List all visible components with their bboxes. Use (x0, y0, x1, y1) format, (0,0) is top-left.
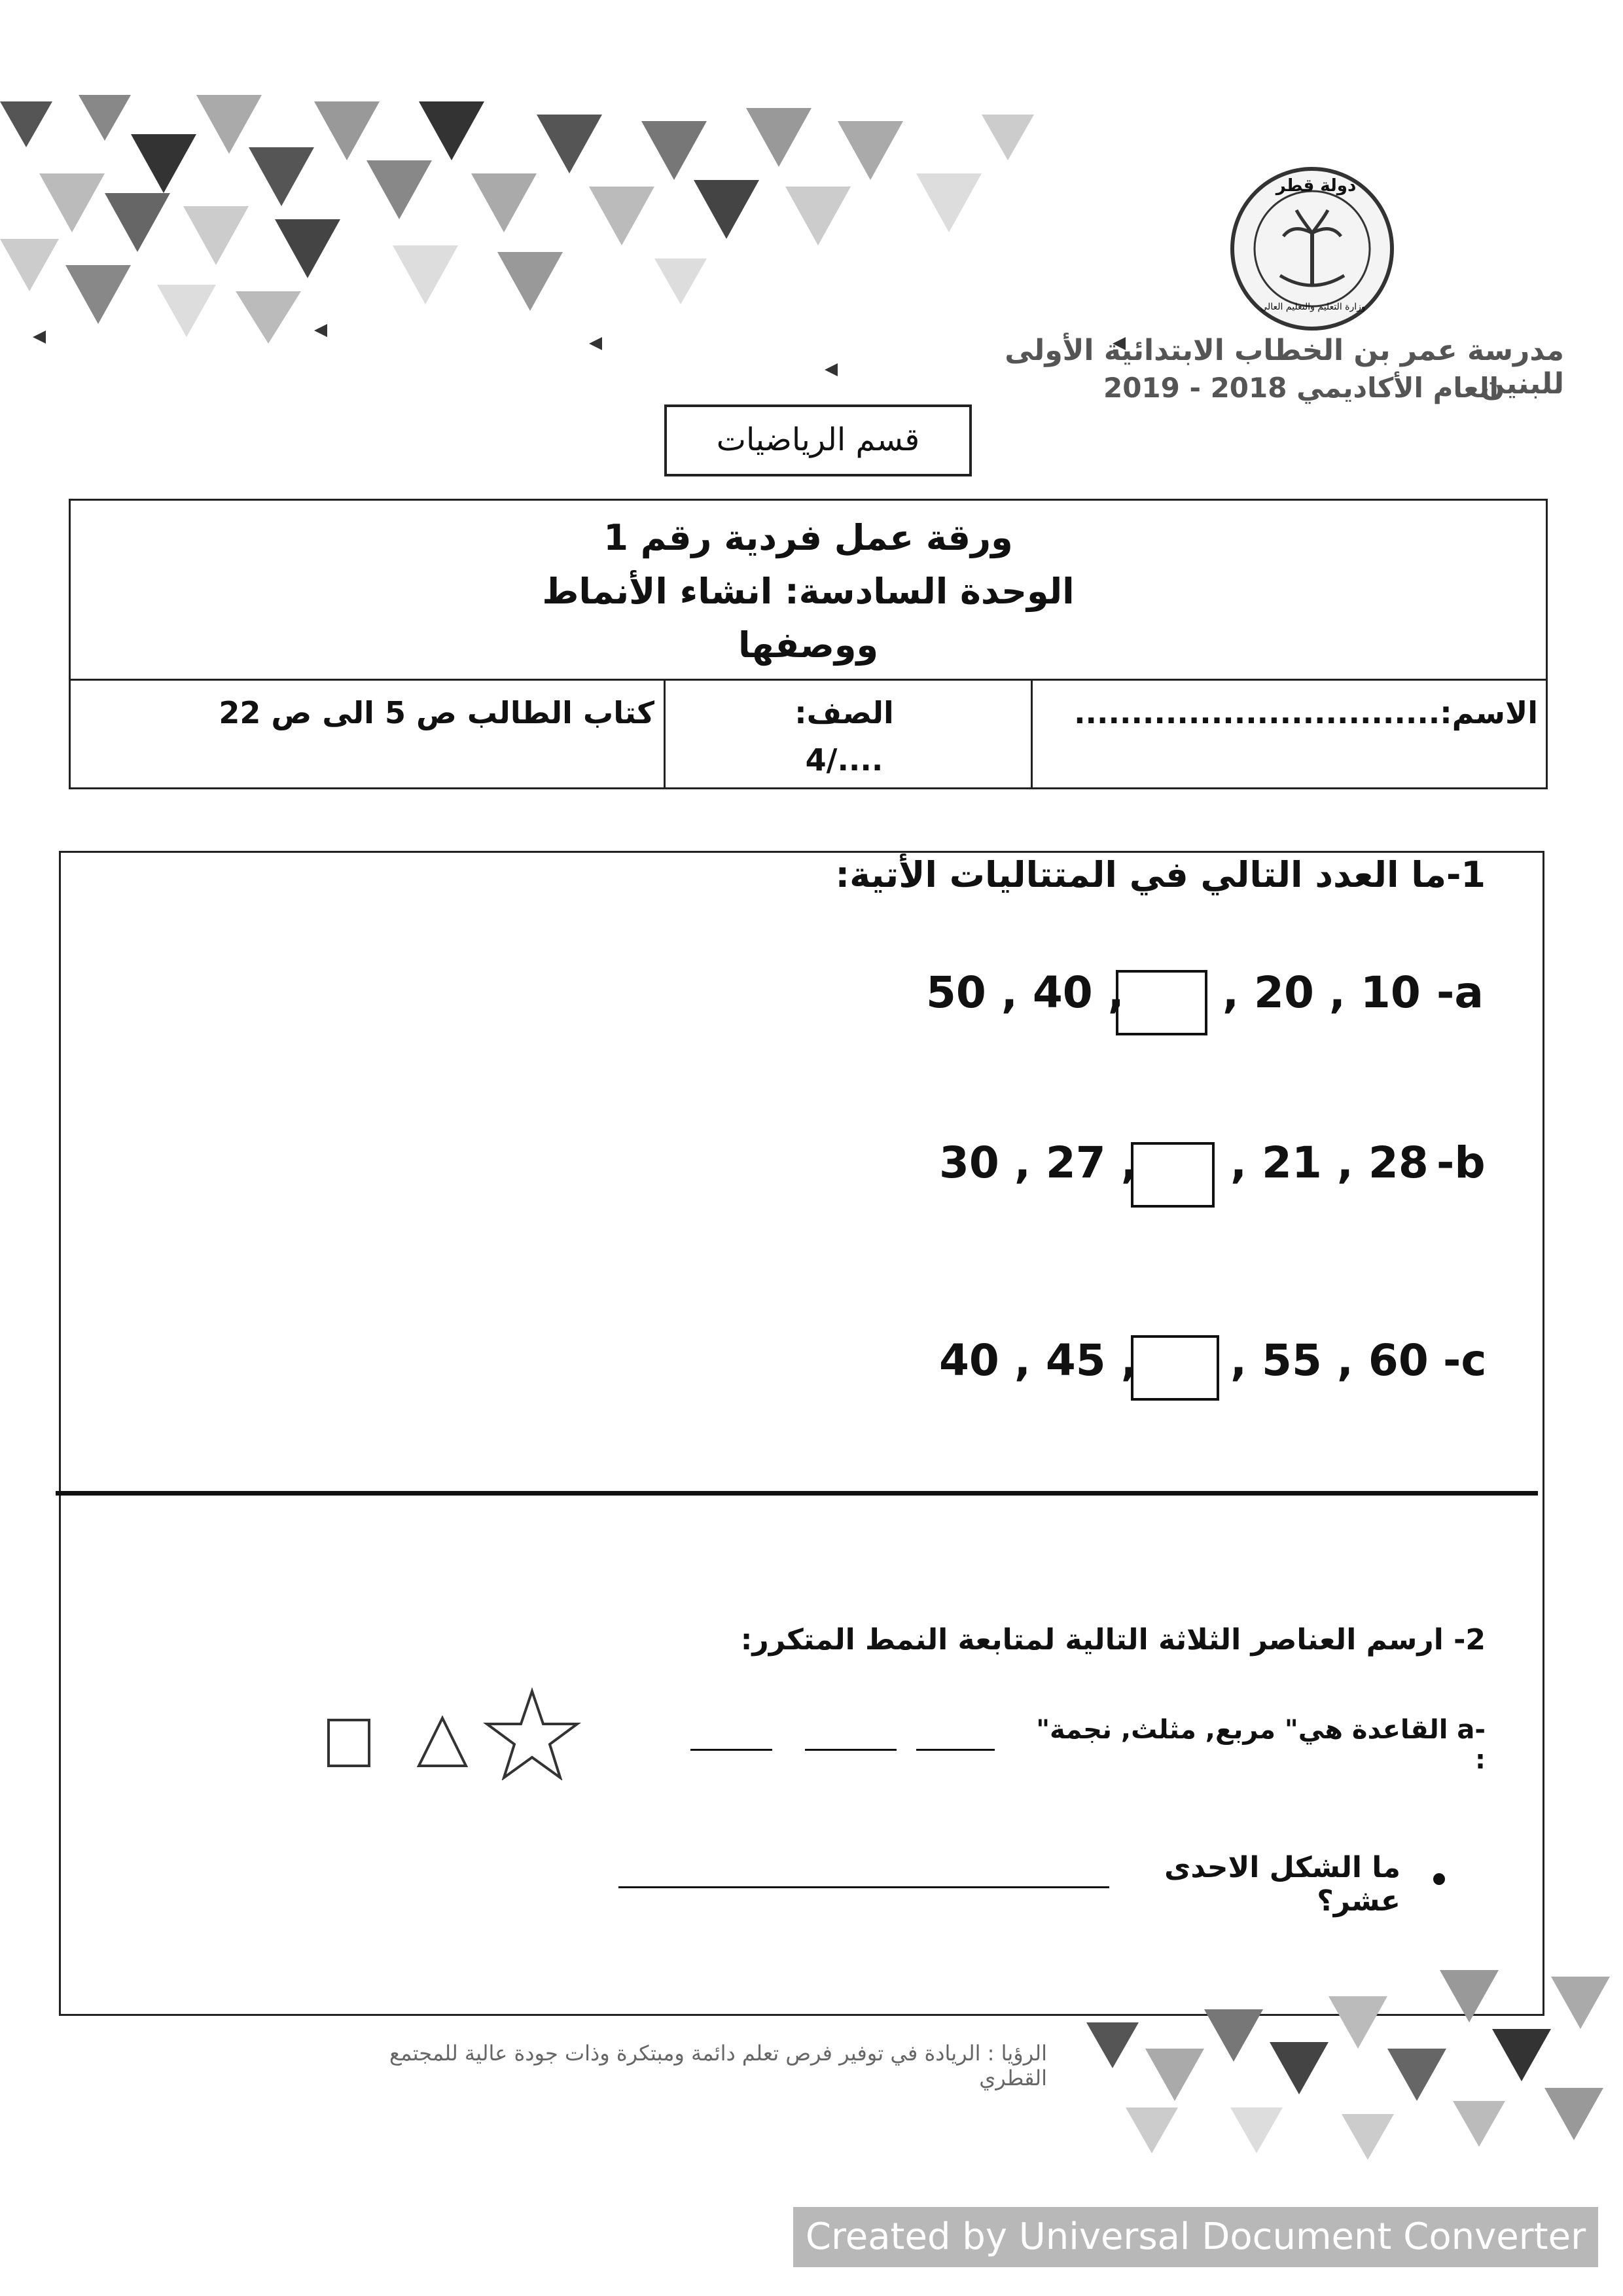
shape-pattern (321, 1682, 582, 1780)
question2-rule: -a القاعدة هي" مربع, مثلث, نجمة" : (1036, 1715, 1486, 1775)
footer-pattern (1034, 1950, 1623, 2199)
academic-year: العام الأكاديمي 2018 - 2019 (1103, 372, 1499, 404)
seq-c-label: -c (1443, 1335, 1487, 1386)
square-icon (329, 1720, 369, 1766)
seq-a-left: 50 , 40 , (926, 967, 1124, 1018)
triangle-icon (419, 1718, 466, 1766)
seq-a-label: -a (1436, 967, 1484, 1018)
unit-title-continued: ووصفها (738, 624, 879, 666)
questions-box (59, 851, 1544, 2016)
table-column-divider (664, 679, 666, 789)
seq-c-left: 40 , 45 , (939, 1335, 1137, 1386)
seq-b-right: , 21 , 28 (1230, 1138, 1429, 1188)
star-icon (487, 1691, 577, 1778)
bullet-icon (1433, 1873, 1445, 1885)
answer-line[interactable] (916, 1749, 995, 1751)
logo-text: دولة قطر (1275, 176, 1357, 196)
seq-a-right: , 20 , 10 (1222, 967, 1421, 1018)
table-column-divider (1031, 679, 1033, 789)
seq-b-label: -b (1436, 1138, 1486, 1188)
seq-a-answer-box[interactable] (1116, 970, 1207, 1035)
department-title: قسم الرياضيات (664, 404, 972, 476)
bullet-answer-line[interactable] (618, 1886, 1109, 1888)
section-divider (56, 1491, 1538, 1496)
worksheet-title: ورقة عمل فردية رقم 1 (603, 517, 1013, 558)
seq-c-right: , 55 , 60 (1230, 1335, 1429, 1386)
seq-b-left: 30 , 27 , (939, 1138, 1137, 1188)
question1-prompt: 1-ما العدد التالي في المتتاليات الأتية: (835, 854, 1486, 895)
question2-prompt: 2- ارسم العناصر الثلاثة التالية لمتابعة النمط المتكرر: (740, 1623, 1486, 1657)
answer-line[interactable] (805, 1749, 897, 1751)
converter-watermark: Created by Universal Document Converter (793, 2207, 1598, 2267)
seq-b-answer-box[interactable] (1131, 1142, 1215, 1208)
seq-c-answer-box[interactable] (1131, 1335, 1219, 1401)
class-field[interactable]: 4/.... (805, 742, 883, 778)
ministry-logo (1230, 167, 1394, 331)
vision-statement: الرؤيا : الريادة في توفير فرص تعلم دائمة ومبتكرة وذات جودة عالية للمجتمع القطري (389, 2041, 1047, 2090)
unit-title: الوحدة السادسة: انشاء الأنماط (542, 571, 1075, 612)
bullet-question: ما الشكل الاحدى عشر؟ (1164, 1851, 1400, 1918)
logo-subtext: وزارة التعليم والتعليم العالي (1260, 302, 1366, 312)
table-divider (69, 679, 1548, 681)
student-name-field[interactable]: الاسم:................................ (1074, 695, 1538, 730)
class-label: الصف: (794, 695, 894, 730)
school-name: مدرسة عمر بن الخطاب الابتدائية الأولى للبنين (1005, 334, 1564, 401)
answer-line[interactable] (690, 1749, 772, 1751)
book-reference: كتاب الطالب ص 5 الى ص 22 (219, 695, 654, 730)
